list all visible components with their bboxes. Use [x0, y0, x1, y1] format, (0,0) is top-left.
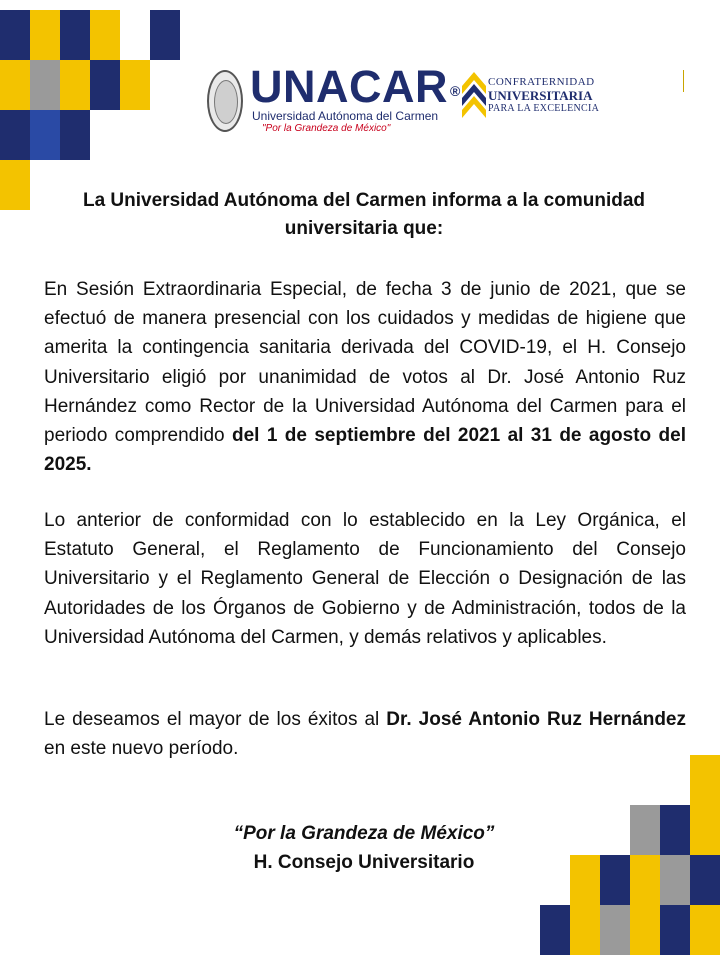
tile [30, 110, 60, 160]
top-left-tile-mosaic [0, 0, 180, 215]
signoff-body: H. Consejo Universitario [253, 852, 475, 873]
rector-name: Dr. José Antonio Ruz Hernández [386, 709, 686, 730]
signoff-motto: “Por la Grandeza de México” [233, 823, 495, 844]
tile [0, 110, 30, 160]
brand-motto: "Por la Grandeza de México" [262, 123, 391, 134]
tile [60, 110, 90, 160]
brand-subtitle: Universidad Autónoma del Carmen [252, 109, 439, 123]
paragraph-legal-text: Lo anterior de conformidad con lo establecido en la Ley Orgánica, el Estatuto General, el Reglamento de Funcionamiento del Consejo Universitario y el Reglamento General de Elección o Designación de las Autoridades de los Órganos de Gobierno y de Administración, todos de la Universidad Autónoma del Carmen, y demás relativos y aplicables. [44, 510, 686, 648]
registered-mark: ® [450, 83, 461, 99]
tile [660, 805, 690, 855]
seal-emblem [214, 80, 238, 124]
tile [90, 10, 120, 60]
tile [120, 60, 150, 110]
tile [60, 60, 90, 110]
tile [30, 60, 60, 110]
tile [600, 905, 630, 955]
tile [570, 905, 600, 955]
tile [690, 905, 720, 955]
paragraph-election-text: En Sesión Extraordinaria Especial, de fecha 3 de junio de 2021, que se efectuó de manera presencial con los cuidados y medidas de higiene que amerita la contingencia sanitaria derivada del COVID-19, el H. Consejo Universitario eligió por unanimidad de votos al Dr. José Antonio Ruz Hernández como Rector de la Universidad Autónoma del Carmen para el periodo comprendido [44, 279, 686, 447]
tile [570, 855, 600, 905]
tile [630, 805, 660, 855]
tile [690, 805, 720, 855]
tile [690, 755, 720, 805]
confraternidad-line1: CONFRATERNIDAD [488, 76, 595, 88]
confraternidad-line3: PARA LA EXCELENCIA [488, 103, 600, 114]
signoff [164, 819, 564, 877]
tile [90, 60, 120, 110]
bottom-right-tile-mosaic [540, 750, 720, 950]
brand-name: UNACAR [250, 61, 448, 112]
paragraph-election [44, 275, 686, 479]
decorative-rule [683, 70, 684, 92]
tile [660, 905, 690, 955]
unacar-wordmark [250, 61, 461, 112]
tile [150, 10, 180, 60]
notice-heading: La Universidad Autónoma del Carmen informa a la comunidad universitaria que: [82, 190, 645, 239]
tile [0, 10, 30, 60]
tile [630, 905, 660, 955]
tile [600, 855, 630, 905]
tile [30, 10, 60, 60]
paragraph-legal-basis [44, 506, 686, 652]
confraternidad-logo [488, 76, 599, 115]
tile [660, 855, 690, 905]
tile [60, 10, 90, 60]
term-period: del 1 de septiembre del 2021 al 31 de agosto del 2025. [44, 425, 686, 476]
tile [690, 855, 720, 905]
tile [0, 160, 30, 210]
confraternidad-chevron-icon [462, 72, 486, 120]
tile [630, 855, 660, 905]
wishes-text-a: Le deseamos el mayor de los éxitos al [44, 709, 387, 730]
university-seal-logo [207, 70, 243, 132]
confraternidad-line2: UNIVERSITARIA [488, 88, 593, 103]
wishes-text-b: en este nuevo período. [44, 738, 239, 760]
tile [0, 60, 30, 110]
tile [540, 905, 570, 955]
